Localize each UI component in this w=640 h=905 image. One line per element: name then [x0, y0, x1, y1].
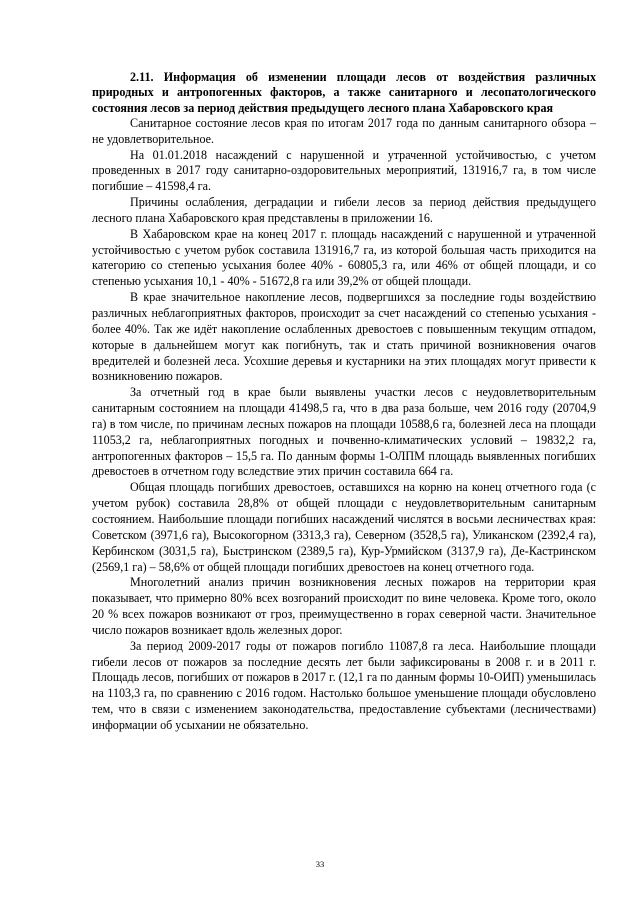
paragraph-accumulation: В крае значительное накопление лесов, подвергшихся за последние годы воздействию различных неблагоприятных факторов, происходит за счет насаждений со степенью усыхания - более 40%. Так же идёт накопление ослабленных древостоев с повышенным текущим отпадом, которые в дальнейшем могут как погибнуть, так и стать причиной возникновения очагов вредителей и болезней леса. Усохшие деревья и кустарники на этих площадях могут привести к возникновению пожаров.	[92, 290, 596, 384]
paragraph-fire-causes: Многолетний анализ причин возникновения лесных пожаров на территории края показывает, что примерно 80% всех возгораний происходит по вине человека. Кроме того, около 20 % всех пожаров возникают от гроз, преимущественно в горах северной части. Значительное число пожаров возникает вдоль железных дорог.	[92, 575, 596, 637]
document-page	[92, 70, 596, 734]
section-heading: 2.11. Информация об изменении площади лесов от воздействия различных природных и антропогенных факторов, а также санитарного и лесопатологического состояния лесов за период действия предыдущего лесного плана Хабаровского края	[92, 70, 596, 115]
paragraph-disturbed-stands: На 01.01.2018 насаждений с нарушенной и утраченной устойчивостью, с учетом проведенных в 2017 году санитарно-оздоровительных мероприятий, 131916,7 га, в том числе погибшие – 41598,4 га.	[92, 147, 596, 194]
paragraph-fire-losses: За период 2009-2017 годы от пожаров погибло 11087,8 га леса. Наибольшие площади гибели лесов от пожаров за последние десять лет были зафиксированы в 2008 г. и в 2011 г. Площадь лесов, погибших от пожаров в 2017 г. (12,1 га по данным формы 10-ОИП) уменьшилась на 1103,3 га, по сравнению с 2016 годом. Настолько большое уменьшение площади обусловлено тем, что в связи с изменением законодательства, предоставление субъектами (лесничествами) информации об усыхании не обязательно.	[92, 638, 596, 732]
paragraph-sanitary-state: Санитарное состояние лесов края по итогам 2017 года по данным санитарного обзора – не удовлетворительное.	[92, 115, 596, 146]
paragraph-dead-stands-forestries: Общая площадь погибших древостоев, оставшихся на корню на конец отчетного года (с учетом рубок) составила 28,8% от общей площади с неудовлетворительным санитарным состоянием. Наибольшие площади погибших насаждений числятся в восьми лесничествах края: Советском (3971,6 га), Высокогорном (3313,3 га), Северном (3528,5 га), Уликанском (2392,4 га), Кербинском (3031,5 га), Быстринском (2389,5 га), Кур-Урмийском (3137,9 га), Де-Кастринском (2569,1 га) – 58,6% от общей площади погибших древостоев на конец отчетного года.	[92, 480, 596, 574]
paragraph-causes-reference: Причины ослабления, деградации и гибели лесов за период действия предыдущего лесного плана Хабаровского края представлены в приложении 16.	[92, 195, 596, 225]
paragraph-drying-categories: В Хабаровском крае на конец 2017 г. площадь насаждений с нарушенной и утраченной устойчивостью с учетом рубок составила 131916,7 га, из которой большая часть приходится на категорию со степенью усыхания более 40% - 60805,3 га, или 46% от общей площади, и со степенью усыхания 10,1 - 40% - 51672,8 га или 39,2% от общей площади.	[92, 226, 596, 289]
page-number: 33	[315, 859, 325, 869]
paragraph-reporting-year: За отчетный год в крае были выявлены участки лесов с неудовлетворительным санитарным состоянием на площади 41498,5 га, что в два раза больше, чем 2016 году (20704,9 га) в том числе, по причинам лесных пожаров на площади 10588,6 га, болезней леса на площади 11053,2 га, неблагоприятных погодных и почвенно-климатических условий – 19832,2 га, антропогенных факторов – 15,5 га. По данным формы 1-ОЛПМ площадь выявленных погибших древостоев в отчетном году вследствие этих причин составила 664 га.	[92, 385, 596, 479]
